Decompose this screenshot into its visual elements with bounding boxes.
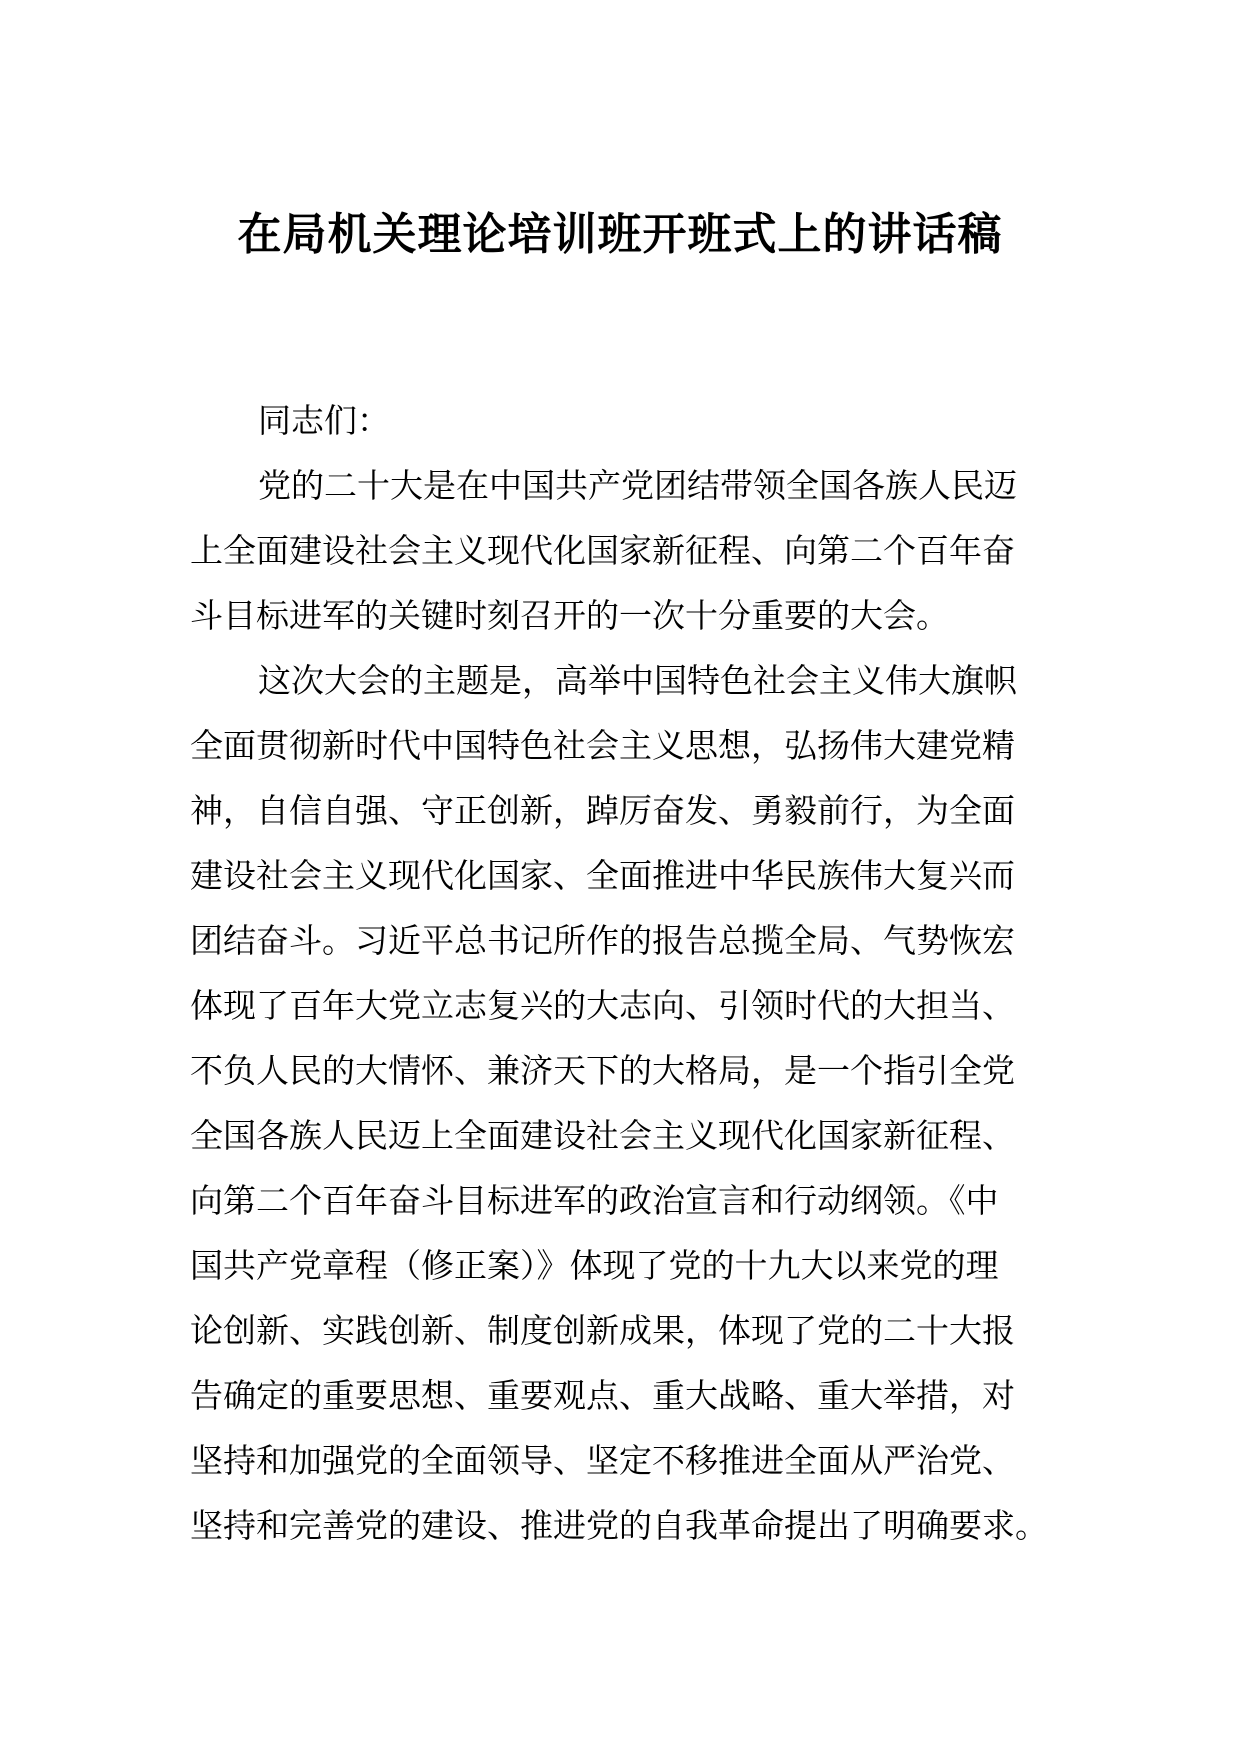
text-line: 全国各族人民迈上全面建设社会主义现代化国家新征程、: [190, 1116, 1015, 1155]
text-line: 这次大会的主题是，高举中国特色社会主义伟大旗帜: [258, 661, 1017, 700]
text-line: 神，自信自强、守正创新，踔厉奋发、勇毅前行，为全面: [190, 791, 1015, 830]
text-line: 国共产党章程（修正案）》体现了党的十九大以来党的理: [190, 1246, 999, 1285]
text-line: 向第二个百年奋斗目标进军的政治宣言和行动纲领。《中: [190, 1181, 999, 1220]
text-line: 上全面建设社会主义现代化国家新征程、向第二个百年奋: [190, 531, 1015, 570]
text-line: 体现了百年大党立志复兴的大志向、引领时代的大担当、: [190, 986, 1015, 1025]
document-title: 在局机关理论培训班开班式上的讲话稿: [237, 209, 1003, 260]
paragraph-1: [190, 453, 1060, 648]
text-line: 斗目标进军的关键时刻召开的一次十分重要的大会。: [190, 596, 949, 635]
text-line: 坚持和完善党的建设、推进党的自我革命提出了明确要求。: [190, 1506, 1048, 1545]
text-line: 全面贯彻新时代中国特色社会主义思想，弘扬伟大建党精: [190, 726, 1015, 765]
text-line: 论创新、实践创新、制度创新成果，体现了党的二十大报: [190, 1311, 1015, 1350]
document-body: [190, 388, 1060, 1558]
text-line: 坚持和加强党的全面领导、坚定不移推进全面从严治党、: [190, 1441, 1015, 1480]
text-line: 告确定的重要思想、重要观点、重大战略、重大举措，对: [190, 1376, 1015, 1415]
text-line: 团结奋斗。习近平总书记所作的报告总揽全局、气势恢宏: [190, 921, 1015, 960]
text-line: 建设社会主义现代化国家、全面推进中华民族伟大复兴而: [190, 856, 1015, 895]
text-line: 党的二十大是在中国共产党团结带领全国各族人民迈: [258, 466, 1017, 505]
salutation: 同志们：: [258, 401, 390, 440]
text-line: 不负人民的大情怀、兼济天下的大格局，是一个指引全党: [190, 1051, 1015, 1090]
paragraph-2: [190, 648, 1060, 1558]
